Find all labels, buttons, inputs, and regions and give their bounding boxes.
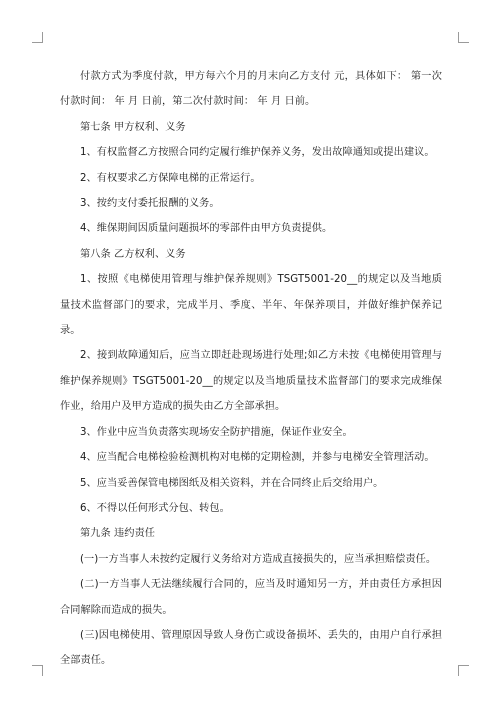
document-body <box>60 64 442 674</box>
article-8-item-5: 5、应当妥善保管电梯图纸及相关资料，并在合同终止后交给用户。 <box>80 477 384 489</box>
article-8-item-3: 3、作业中应当负责落实现场安全防护措施，保证作业安全。 <box>80 426 353 438</box>
article-8-item-2: 2、接到故障通知后，应当立即赶赴现场进行处理;如乙方未按《电梯使用管理与维护保养规则》TSGT5001-20__的规定以及当地质量技术监督部门的要求完成维保作业，给用户及甲方造成的损失由乙方全部承担。 <box>60 350 442 413</box>
crop-mark-top-left <box>32 32 43 43</box>
article-7-item-3: 3、按约支付委托报酬的义务。 <box>80 198 220 210</box>
article-9-item-3: (三)因电梯使用、管理原因导致人身伤亡或设备损坏、丢失的，由用户自行承担全部责任。 <box>60 629 442 667</box>
article-8-heading: 第八条 乙方权利、义务 <box>80 248 186 260</box>
article-9-item-2: (二)一方当事人无法继续履行合同的，应当及时通知另一方，并由责任方承担因合同解除而造成的损失。 <box>60 579 442 616</box>
article-7-item-4: 4、维保期间因质量问题损坏的零部件由甲方负责提供。 <box>80 223 333 235</box>
article-8-item-1: 1、按照《电梯使用管理与维护保养规则》TSGT5001-20__的规定以及当地质量技术监督部门的要求，完成半月、季度、半年、年保养项目，并做好维护保养记录。 <box>60 274 442 337</box>
article-7-item-2: 2、有权要求乙方保障电梯的正常运行。 <box>80 172 261 184</box>
crop-mark-top-right <box>458 32 469 43</box>
article-8-item-4: 4、应当配合电梯检验检测机构对电梯的定期检测，并参与电梯安全管理活动。 <box>80 452 435 464</box>
article-8-item-6: 6、不得以任何形式分包、转包。 <box>80 502 230 514</box>
article-7-heading: 第七条 甲方权利、义务 <box>80 121 186 133</box>
payment-terms-paragraph: 付款方式为季度付款，甲方每六个月的月末向乙方支付 元，具体如下： 第一次付款时间： 年 月 日前，第二次付款时间： 年 月 日前。 <box>60 71 442 108</box>
article-7-item-1: 1、有权监督乙方按照合同约定履行维护保养义务，发出故障通知或提出建议。 <box>80 147 435 159</box>
article-9-heading: 第九条 违约责任 <box>80 528 155 540</box>
crop-mark-bottom-right <box>458 665 469 676</box>
article-9-item-1: (一)一方当事人未按约定履行义务给对方造成直接损失的，应当承担赔偿责任。 <box>80 553 437 565</box>
crop-mark-bottom-left <box>32 665 43 676</box>
